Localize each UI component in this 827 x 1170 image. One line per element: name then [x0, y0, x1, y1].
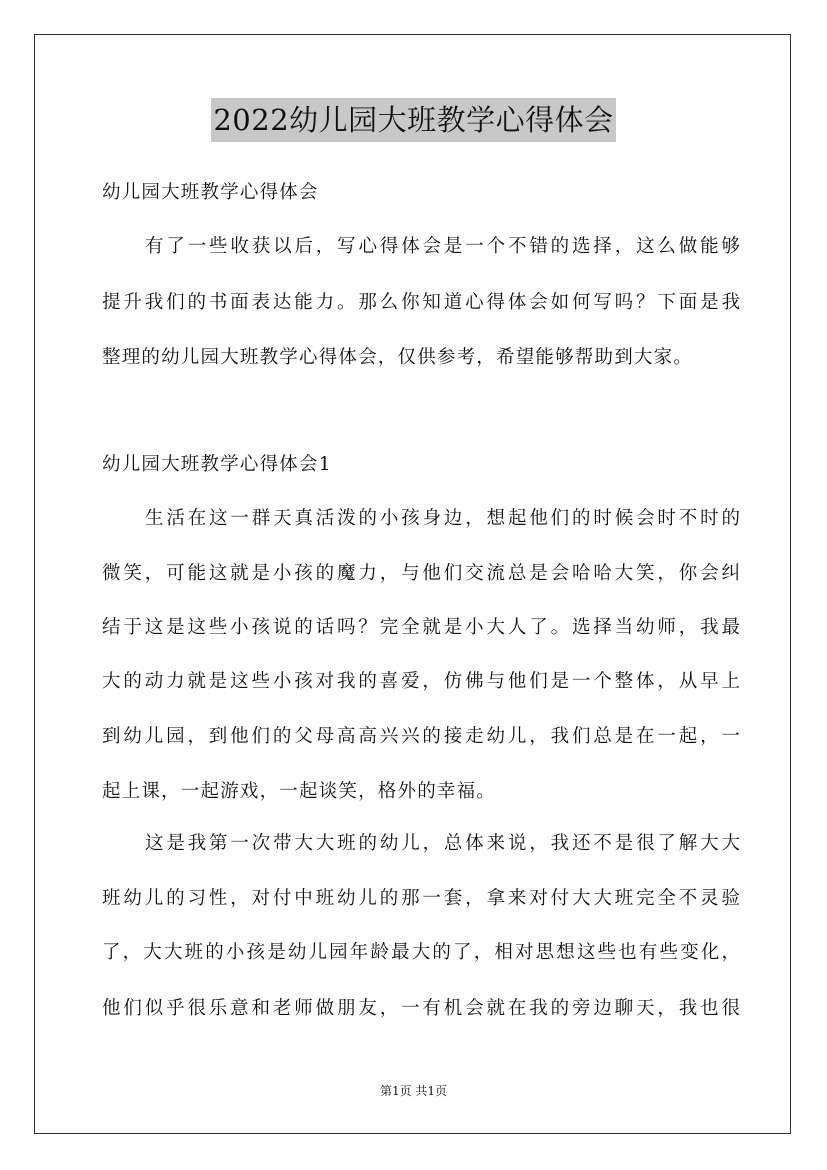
title-container [0, 98, 827, 142]
paragraph-line: 到幼儿园，到他们的父母高高兴兴的接走幼儿，我们总是在一起，一 [102, 726, 740, 747]
paragraph-line: 结于这是这些小孩说的话吗？完全就是小大人了。选择当幼师，我最 [102, 617, 740, 638]
paragraph-line: 起上课，一起游戏，一起谈笑，格外的幸福。 [102, 781, 497, 802]
intro-line: 整理的幼儿园大班教学心得体会，仅供参考，希望能够帮助到大家。 [102, 347, 694, 368]
document-title: 2022幼儿园大班教学心得体会 [211, 98, 615, 142]
intro-line: 提升我们的书面表达能力。那么你知道心得体会如何写吗？下面是我 [102, 292, 740, 313]
document-heading: 幼儿园大班教学心得体会 [102, 182, 319, 203]
paragraph-line: 了，大大班的小孩是幼儿园年龄最大的了，相对思想这些也有些变化， [102, 942, 740, 963]
paragraph-line: 微笑，可能这就是小孩的魔力，与他们交流总是会哈哈大笑，你会纠 [102, 563, 740, 584]
page-number-footer: 第1页 共1页 [379, 1084, 448, 1098]
paragraph-line: 他们似乎很乐意和老师做朋友，一有机会就在我的旁边聊天，我也很 [102, 998, 740, 1019]
paragraph-line: 班幼儿的习性，对付中班幼儿的那一套，拿来对付大大班完全不灵验 [102, 888, 740, 909]
intro-line: 有了一些收获以后，写心得体会是一个不错的选择，这么做能够 [145, 236, 740, 257]
paragraph-line: 这是我第一次带大大班的幼儿，总体来说，我还不是很了解大大 [145, 833, 740, 854]
paragraph-line: 大的动力就是这些小孩对我的喜爱，仿佛与他们是一个整体，从早上 [102, 671, 740, 692]
section-heading: 幼儿园大班教学心得体会1 [102, 454, 332, 475]
paragraph-line: 生活在这一群天真活泼的小孩身边，想起他们的时候会时不时的 [145, 508, 740, 529]
